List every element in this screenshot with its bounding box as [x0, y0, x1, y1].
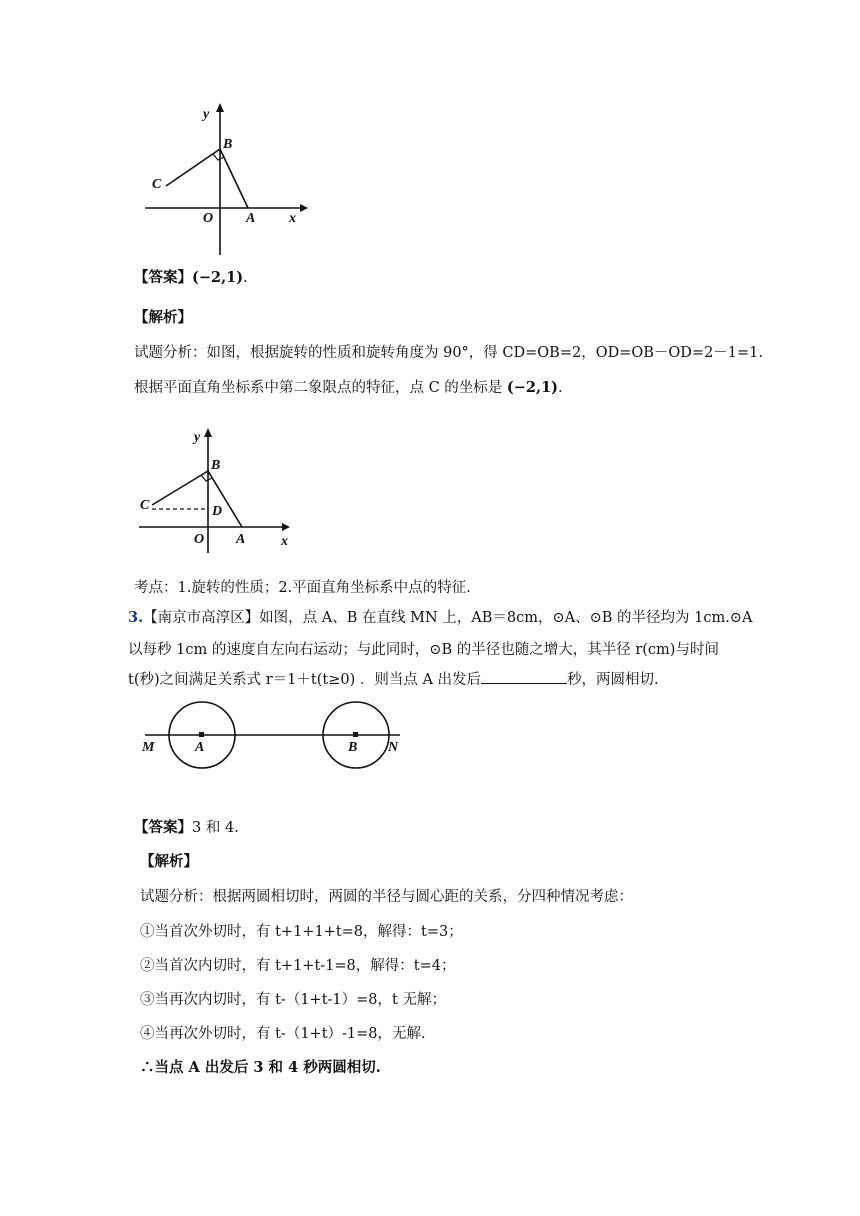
analysis-1-line-2 — [134, 378, 563, 398]
y-axis-arrow — [216, 103, 224, 112]
answer-value: (−2,1) — [192, 269, 244, 286]
label-c: C — [152, 177, 162, 192]
analysis-1-tag: 【解析】 — [134, 309, 192, 326]
question-3-line-1 — [128, 608, 752, 628]
y-axis-arrow — [204, 428, 212, 437]
answer-1 — [134, 268, 248, 288]
figure-1-coordinate-diagram — [140, 100, 310, 260]
label-y: y — [194, 430, 201, 445]
answer-3-tag: 【答案】 — [134, 819, 192, 836]
analysis-3-line-3: ②当首次内切时，有 t+1+t-1=8，解得：t=4； — [140, 958, 456, 974]
label-c: C — [140, 498, 150, 513]
analysis-3-conclusion: ∴当点 A 出发后 3 和 4 秒两圆相切. — [140, 1059, 381, 1076]
analysis-1-line-2-value: (−2,1) — [506, 379, 559, 396]
analysis-3-line-1: 试题分析：根据两圆相切时，两圆的半径与圆心距的关系，分四种情况考虑： — [140, 889, 633, 905]
label-n: N — [388, 740, 399, 755]
analysis-1-line-1: 试题分析：如图，根据旋转的性质和旋转角度为 90°，得 CD=OB=2，OD=OB－OD=2－1=1. — [134, 345, 764, 361]
question-3-text-3a: t(秒)之间满足关系式 r＝1＋t(t≥0) ．则当点 A 出发后 — [128, 672, 482, 688]
segment-ba — [220, 149, 248, 208]
label-a: A — [246, 211, 256, 226]
analysis-3-tag: 【解析】 — [140, 853, 198, 870]
answer-3 — [134, 818, 239, 838]
label-y: y — [203, 107, 210, 122]
question-number: 3. — [128, 609, 144, 626]
label-a: A — [195, 740, 205, 755]
label-a: A — [236, 532, 246, 547]
question-3-line-3 — [128, 669, 659, 690]
label-d: D — [212, 504, 223, 519]
label-x: x — [289, 211, 296, 226]
kaodian-line: 考点：1.旋转的性质；2.平面直角坐标系中点的特征. — [134, 580, 471, 596]
figure-2-coordinate-diagram — [134, 425, 304, 555]
analysis-3-line-4: ③当再次内切时，有 t-（1+t-1）=8，t 无解； — [140, 992, 446, 1008]
center-a-dot — [199, 732, 204, 737]
analysis-3-line-5: ④当再次外切时，有 t-（1+t）-1=8，无解. — [140, 1026, 426, 1042]
center-b-dot — [353, 732, 358, 737]
figure-3-circles-diagram — [140, 700, 410, 775]
question-3-line-2: 以每秒 1cm 的速度自左向右运动；与此同时，⊙B 的半径也随之增大，其半径 r(cm)与时间 — [128, 642, 719, 658]
answer-tag: 【答案】 — [134, 269, 192, 286]
segment-cb — [152, 471, 208, 505]
question-3-text-3b: 秒，两圆相切. — [567, 672, 659, 688]
label-b: B — [211, 458, 221, 473]
answer-blank — [481, 669, 567, 684]
x-axis-arrow — [282, 523, 290, 531]
label-m: M — [142, 740, 155, 755]
question-3-text-1: 如图，点 A、B 在直线 MN 上，AB＝8cm，⊙A、⊙B 的半径均为 1cm.⊙A — [259, 610, 753, 626]
segment-cb — [166, 149, 220, 186]
answer-end: . — [243, 270, 248, 286]
label-b: B — [348, 740, 358, 755]
answer-3-value: 3 和 4. — [192, 820, 239, 836]
label-x: x — [281, 534, 288, 549]
analysis-3-line-2: ①当首次外切时，有 t+1+1+t=8，解得：t=3； — [140, 924, 463, 940]
analysis-1-line-2-end: . — [558, 380, 563, 396]
x-axis-arrow — [300, 204, 308, 212]
label-o: O — [203, 211, 214, 226]
question-source: 【南京市高淳区】 — [143, 610, 260, 626]
label-o: O — [194, 532, 205, 547]
analysis-1-line-2-text: 根据平面直角坐标系中第二象限点的特征，点 C 的坐标是 — [134, 380, 503, 396]
label-b: B — [223, 137, 233, 152]
